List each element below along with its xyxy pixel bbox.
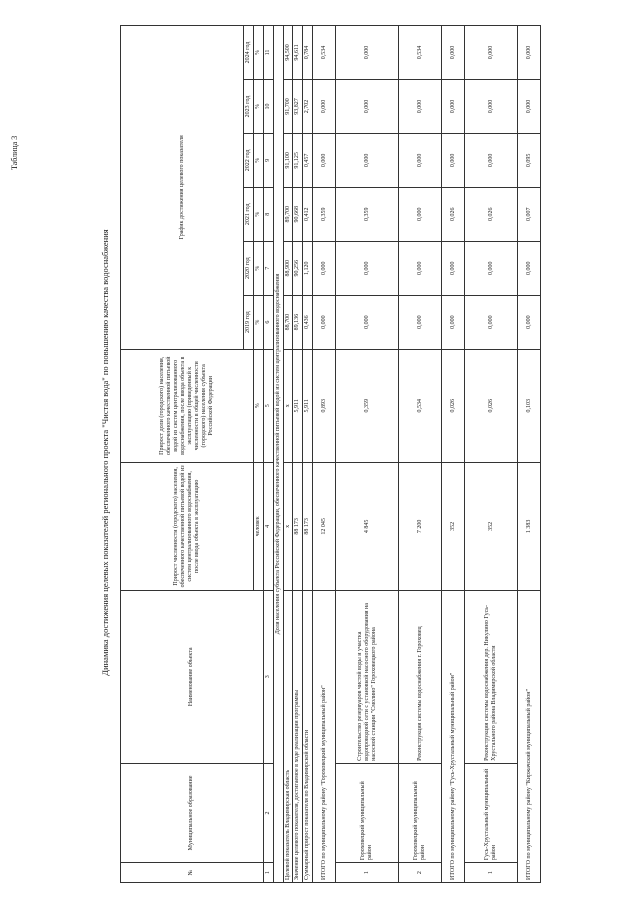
total-share: 0,026	[442, 349, 465, 463]
district-total-label: ИТОГО по муниципальному району "Гороховецкий муниципальный район"	[313, 590, 336, 882]
col-number: 11	[263, 26, 273, 80]
total-value: 0,000	[313, 133, 336, 187]
summary-value: 2,702	[303, 80, 313, 134]
row-value: 0,359	[336, 187, 399, 241]
summary-value: 91,100	[283, 133, 293, 187]
row-value: 0,000	[465, 295, 518, 349]
summary-value: 89,136	[293, 295, 303, 349]
header-mo: Муниципальное образование	[121, 763, 264, 862]
header-growth-share: Прирост доли (городского) населения, обеспеченного качественной питьевой водой из систем централизованного водоснабжения, после ввода объекта в эксплуатацию (приведенный к численности в общей численности (городского) населения субъекта Российской Федерации	[121, 349, 254, 463]
total-value: 0,000	[442, 26, 465, 80]
summary-value: 0,784	[303, 26, 313, 80]
year-header: 2019 год	[244, 295, 254, 349]
district-total-label: ИТОГО по муниципальному району "Гусь-Хрустальный муниципальный район"	[442, 590, 465, 882]
year-header: 2020 год	[244, 241, 254, 295]
header-object: Наименование объекта	[121, 590, 264, 763]
row-mo: Гороховецкий муниципальный район	[399, 763, 442, 862]
row-value: 0,000	[465, 241, 518, 295]
document-title: Динамика достижения целевых показателей регионального проекта "Чистая вода" по повышению качества водоснабжения	[100, 229, 110, 676]
indicators-table	[120, 25, 541, 883]
total-value: 0,000	[518, 26, 541, 80]
unit-pct: %	[253, 241, 263, 295]
row-value: 0,026	[465, 187, 518, 241]
total-value: 0,000	[442, 80, 465, 134]
district-total-row	[518, 26, 541, 883]
total-people: 1 383	[518, 463, 541, 591]
row-value: 0,000	[465, 26, 518, 80]
unit-pct: %	[253, 349, 263, 463]
year-header: 2024 год	[244, 26, 254, 80]
row-value: 0,000	[336, 80, 399, 134]
unit-people: человек	[253, 463, 263, 591]
col-number: 7	[263, 241, 273, 295]
total-value: 0,095	[518, 133, 541, 187]
summary-value: 93,827	[293, 80, 303, 134]
header-schedule: График достижения целевого показателя	[121, 26, 244, 350]
summary-value: 91,700	[283, 80, 293, 134]
summary-value: 0,436	[303, 295, 313, 349]
col-number: 3	[263, 590, 273, 763]
year-header: 2023 год	[244, 80, 254, 134]
summary-value: 1,120	[303, 241, 313, 295]
summary-people: х	[283, 463, 293, 591]
summary-value: 94,500	[283, 26, 293, 80]
header-no: №	[121, 863, 264, 883]
row-value: 0,000	[399, 187, 442, 241]
object-row	[465, 26, 518, 883]
total-value: 0,007	[518, 187, 541, 241]
summary-row	[283, 26, 293, 883]
unit-pct: %	[253, 26, 263, 80]
row-value: 0,534	[399, 26, 442, 80]
row-value: 0,000	[399, 241, 442, 295]
total-value: 0,000	[518, 241, 541, 295]
header-growth-people: Прирост численности (городского) населения, обеспеченного качественной питьевой водой из систем централизованного водоснабжения, после ввода объекта в эксплуатацию	[121, 463, 254, 591]
year-header: 2022 год	[244, 133, 254, 187]
summary-label: Суммарный прирост показателя по Владимирской области	[303, 590, 313, 882]
total-people: 352	[442, 463, 465, 591]
row-value: 0,000	[399, 133, 442, 187]
section-title: Доля населения субъекта Российской Федерации, обеспеченного качественной питьевой водой из систем централизованного водоснабжения	[273, 26, 283, 883]
col-number: 9	[263, 133, 273, 187]
year-header: 2021 год	[244, 187, 254, 241]
summary-value: 89,700	[283, 187, 293, 241]
row-number: 2	[399, 863, 442, 883]
row-value: 0,000	[336, 26, 399, 80]
district-total-row	[442, 26, 465, 883]
row-share: 0,026	[465, 349, 518, 463]
object-row	[336, 26, 399, 883]
unit-pct: %	[253, 295, 263, 349]
total-share: 0,103	[518, 349, 541, 463]
summary-share: 5,911	[303, 349, 313, 463]
summary-label: Значение целевого показателя, достигаемое в ходе реализации программы	[293, 590, 303, 882]
total-share: 0,893	[313, 349, 336, 463]
total-value: 0,000	[442, 295, 465, 349]
col-number: 4	[263, 463, 273, 591]
col-number: 8	[263, 187, 273, 241]
district-total-label: ИТОГО по муниципальному району "Киржачский муниципальный район"	[518, 590, 541, 882]
row-share: 0,359	[336, 349, 399, 463]
row-object: Реконструкция системы водоснабжения г. Гороховец	[399, 590, 442, 763]
row-value: 0,000	[399, 295, 442, 349]
summary-value: 0,457	[303, 133, 313, 187]
summary-value: 88,900	[283, 241, 293, 295]
summary-value: 90,668	[293, 187, 303, 241]
col-number: 1	[263, 863, 273, 883]
total-value: 0,026	[442, 187, 465, 241]
row-value: 0,000	[399, 80, 442, 134]
row-object: Реконструкция системы водоснабжения дер. Никулино Гусь-Хрустального района Владимирской области	[465, 590, 518, 763]
header-row-1	[121, 26, 244, 883]
row-value: 0,000	[336, 241, 399, 295]
total-value: 0,000	[442, 241, 465, 295]
summary-value: 91,125	[293, 133, 303, 187]
unit-pct: %	[253, 80, 263, 134]
object-row	[399, 26, 442, 883]
row-people: 7 200	[399, 463, 442, 591]
summary-value: 0,412	[303, 187, 313, 241]
column-numbers-row	[263, 26, 273, 883]
summary-value: 90,256	[293, 241, 303, 295]
total-people: 12 045	[313, 463, 336, 591]
district-total-row	[313, 26, 336, 883]
total-value: 0,000	[313, 295, 336, 349]
row-people: 352	[465, 463, 518, 591]
total-value: 0,000	[313, 241, 336, 295]
table-number: Таблица 3	[10, 135, 19, 170]
unit-pct: %	[253, 187, 263, 241]
col-number: 2	[263, 763, 273, 862]
row-number: 1	[465, 863, 518, 883]
col-number: 5	[263, 349, 273, 463]
total-value: 0,534	[313, 26, 336, 80]
row-people: 4 845	[336, 463, 399, 591]
row-value: 0,000	[336, 133, 399, 187]
unit-pct: %	[253, 133, 263, 187]
summary-label: Целевой показатель Владимирская область	[283, 590, 293, 882]
total-value: 0,000	[442, 133, 465, 187]
row-mo: Гусь-Хрустальный муниципальный район	[465, 763, 518, 862]
summary-share: х	[283, 349, 293, 463]
summary-row	[303, 26, 313, 883]
total-value: 0,000	[518, 295, 541, 349]
total-value: 0,000	[518, 80, 541, 134]
summary-people: 88 173	[293, 463, 303, 591]
col-number: 6	[263, 295, 273, 349]
row-value: 0,000	[465, 133, 518, 187]
row-value: 0,000	[465, 80, 518, 134]
summary-row	[293, 26, 303, 883]
total-value: 0,000	[313, 80, 336, 134]
col-number: 10	[263, 80, 273, 134]
row-number: 1	[336, 863, 399, 883]
summary-value: 94,611	[293, 26, 303, 80]
row-share: 0,534	[399, 349, 442, 463]
total-value: 0,359	[313, 187, 336, 241]
row-mo: Гороховецкий муниципальный район	[336, 763, 399, 862]
row-object: Строительство резервуаров чистой воды и участка водопроводной сети с установкой насосного оборудования на насосной станции "Смолино" Гороховецкого района	[336, 590, 399, 763]
summary-share: 5,911	[293, 349, 303, 463]
section-title-row	[273, 26, 283, 883]
summary-value: 88,700	[283, 295, 293, 349]
summary-people: 88 173	[303, 463, 313, 591]
row-value: 0,000	[336, 295, 399, 349]
